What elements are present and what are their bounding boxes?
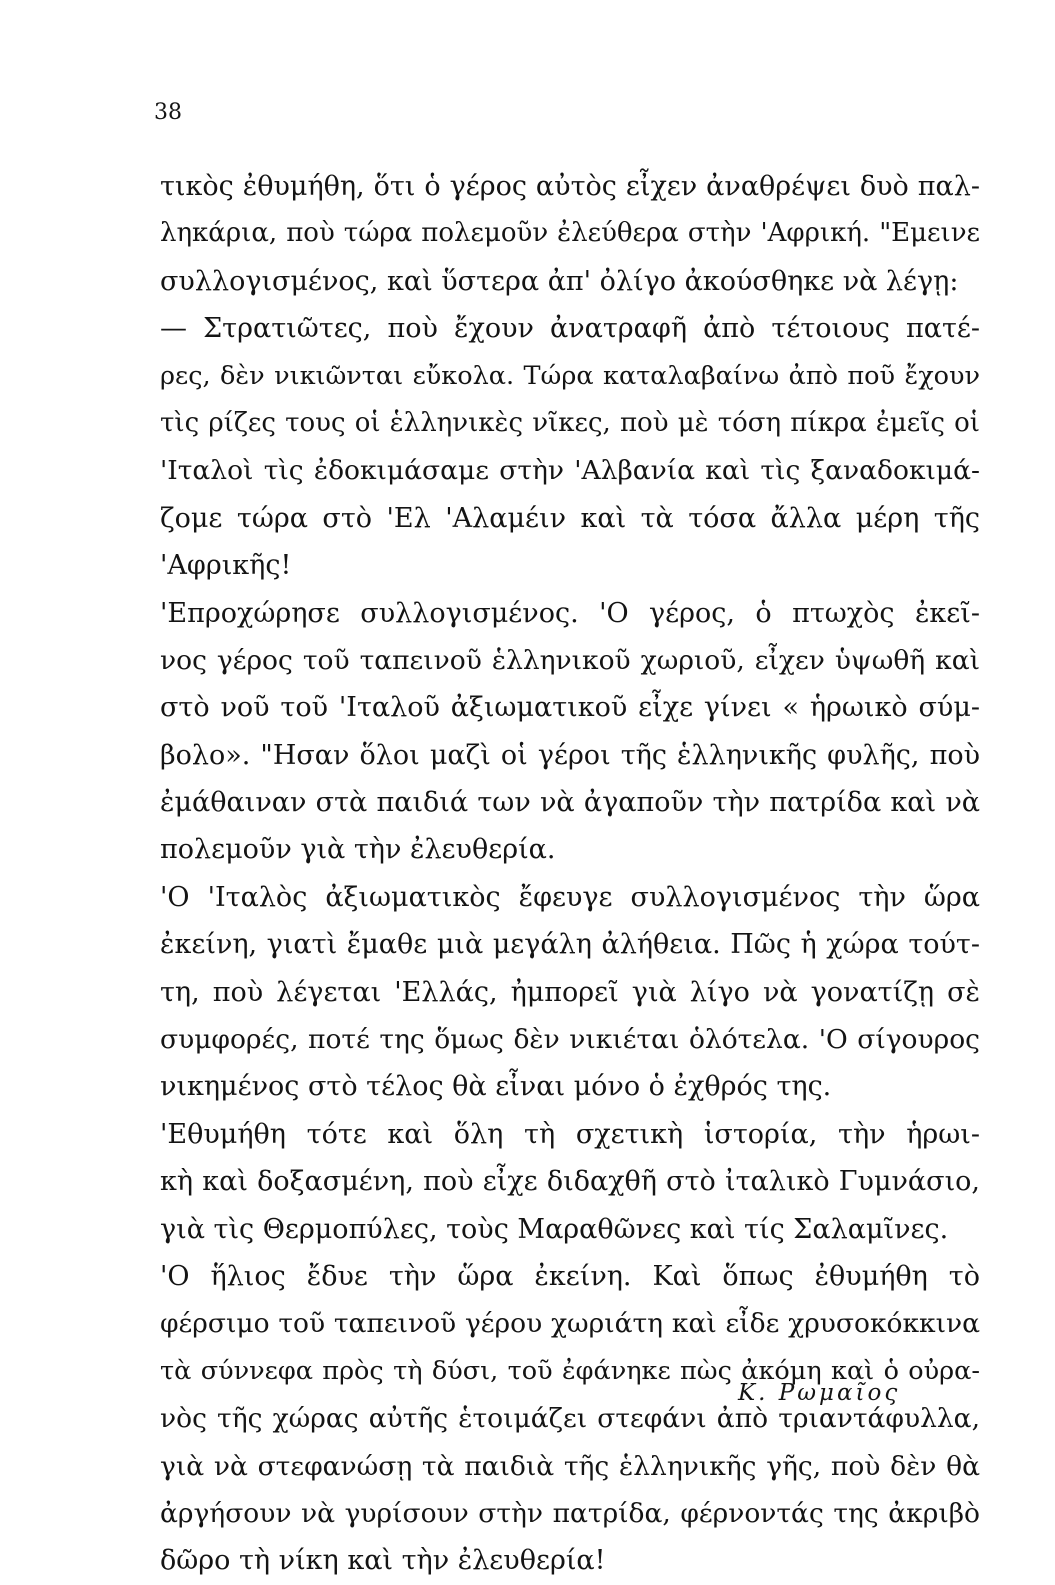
text-line: στὸ νοῦ τοῦ 'Ιταλοῦ ἀξιωματικοῦ εἶχε γίνει « ἡρωικὸ σύμ-: [160, 692, 980, 724]
text-line: πολεμοῦν γιὰ τὴν ἐλευθερία.: [160, 834, 556, 866]
text-line: δῶρο τὴ νίκη καὶ τὴν ἐλευθερία!: [160, 1545, 606, 1577]
text-line: τη, ποὺ λέγεται 'Ελλάς, ἠμπορεῖ γιὰ λίγο νὰ γονατίζῃ σὲ: [160, 976, 980, 1008]
text-line: συλλογισμένος, καὶ ὕστερα ἀπ' ὀλίγο ἀκούσθηκε νὰ λέγῃ:: [160, 265, 959, 297]
text-line: ἀργήσουν νὰ γυρίσουν στὴν πατρίδα, φέρνοντάς της ἀκριβὸ: [160, 1497, 980, 1529]
text-line: — Στρατιῶτες, ποὺ ἔχουν ἀνατραφῆ ἀπὸ τέτοιους πατέ-: [160, 313, 980, 345]
text-line: ληκάρια, ποὺ τώρα πολεμοῦν ἐλεύθερα στὴν 'Αφρική. "Εμεινε: [160, 218, 980, 249]
text-line: γιὰ τὶς Θερμοπύλες, τοὺς Μαραθῶνες καὶ τίς Σαλαμῖνες.: [160, 1213, 949, 1245]
text-line: συμφορές, ποτέ της ὅμως δὲν νικιέται ὁλότελα. 'Ο σίγουρος: [160, 1024, 980, 1056]
text-line: ἐμάθαιναν στὰ παιδιά των νὰ ἀγαποῦν τὴν πατρίδα καὶ νὰ: [160, 787, 980, 819]
text-line: νικημένος στὸ τέλος θὰ εἶναι μόνο ὁ ἐχθρός της.: [160, 1071, 832, 1103]
author-signature: Κ. Ρωμαῖος: [738, 1380, 901, 1406]
text-line: βολο». "Ησαν ὅλοι μαζὶ οἱ γέροι τῆς ἑλληνικῆς φυλῆς, ποὺ: [160, 739, 980, 771]
text-line: 'Εθυμήθη τότε καὶ ὅλη τὴ σχετικὴ ἱστορία, τὴν ἡρωι-: [160, 1118, 980, 1150]
text-line: τικὸς ἐθυμήθη, ὅτι ὁ γέρος αὐτὸς εἶχεν ἀναθρέψει δυὸ παλ-: [160, 171, 980, 202]
text-line: γιὰ νὰ στεφανώσῃ τὰ παιδιὰ τῆς ἑλληνικῆς γῆς, ποὺ δὲν θὰ: [160, 1450, 980, 1482]
text-line: 'Ο ἥλιος ἔδυε τὴν ὥρα ἐκείνη. Καὶ ὅπως ἐθυμήθη τὸ: [160, 1260, 980, 1292]
text-line: ἐκείνη, γιατὶ ἔμαθε μιὰ μεγάλη ἀλήθεια. Πῶς ἡ χώρα τούτ-: [160, 929, 980, 961]
body-text: [160, 163, 980, 1585]
text-line: κὴ καὶ δοξασμένη, ποὺ εἶχε διδαχθῆ στὸ ἰταλικὸ Γυμνάσιο,: [160, 1166, 980, 1198]
text-line: ρες, δὲν νικιῶνται εὔκολα. Τώρα καταλαβαίνω ἀπὸ ποῦ ἔχουν: [160, 360, 980, 391]
text-line: 'Αφρικῆς!: [160, 550, 292, 582]
text-line: νὸς τῆς χώρας αὐτῆς ἑτοιμάζει στεφάνι ἀπὸ τριαντάφυλλα,: [160, 1403, 980, 1435]
text-line: νος γέρος τοῦ ταπεινοῦ ἑλληνικοῦ χωριοῦ, εἶχεν ὑψωθῆ καὶ: [160, 644, 980, 676]
text-line: τὶς ρίζες τους οἱ ἑλληνικὲς νῖκες, ποὺ μὲ τόση πίκρα ἐμεῖς οἱ: [160, 407, 980, 438]
page-number: 38: [154, 100, 182, 125]
text-line: ζομε τώρα στὸ 'Ελ 'Αλαμέιν καὶ τὰ τόσα ἄλλα μέρη τῆς: [160, 502, 980, 534]
text-line: 'Ιταλοὶ τὶς ἐδοκιμάσαμε στὴν 'Αλβανία καὶ τὶς ξαναδοκιμά-: [160, 455, 980, 487]
text-line: τὰ σύννεφα πρὸς τὴ δύσι, τοῦ ἐφάνηκε πὼς ἀκόμη καὶ ὁ οὐρα-: [160, 1355, 980, 1386]
text-line: 'Ο 'Ιταλὸς ἀξιωματικὸς ἔφευγε συλλογισμένος τὴν ὥρα: [160, 881, 980, 913]
text-line: 'Επροχώρησε συλλογισμένος. 'Ο γέρος, ὁ πτωχὸς ἐκεῖ-: [160, 597, 980, 629]
text-line: φέρσιμο τοῦ ταπεινοῦ γέρου χωριάτη καὶ εἶδε χρυσοκόκκινα: [160, 1308, 980, 1340]
